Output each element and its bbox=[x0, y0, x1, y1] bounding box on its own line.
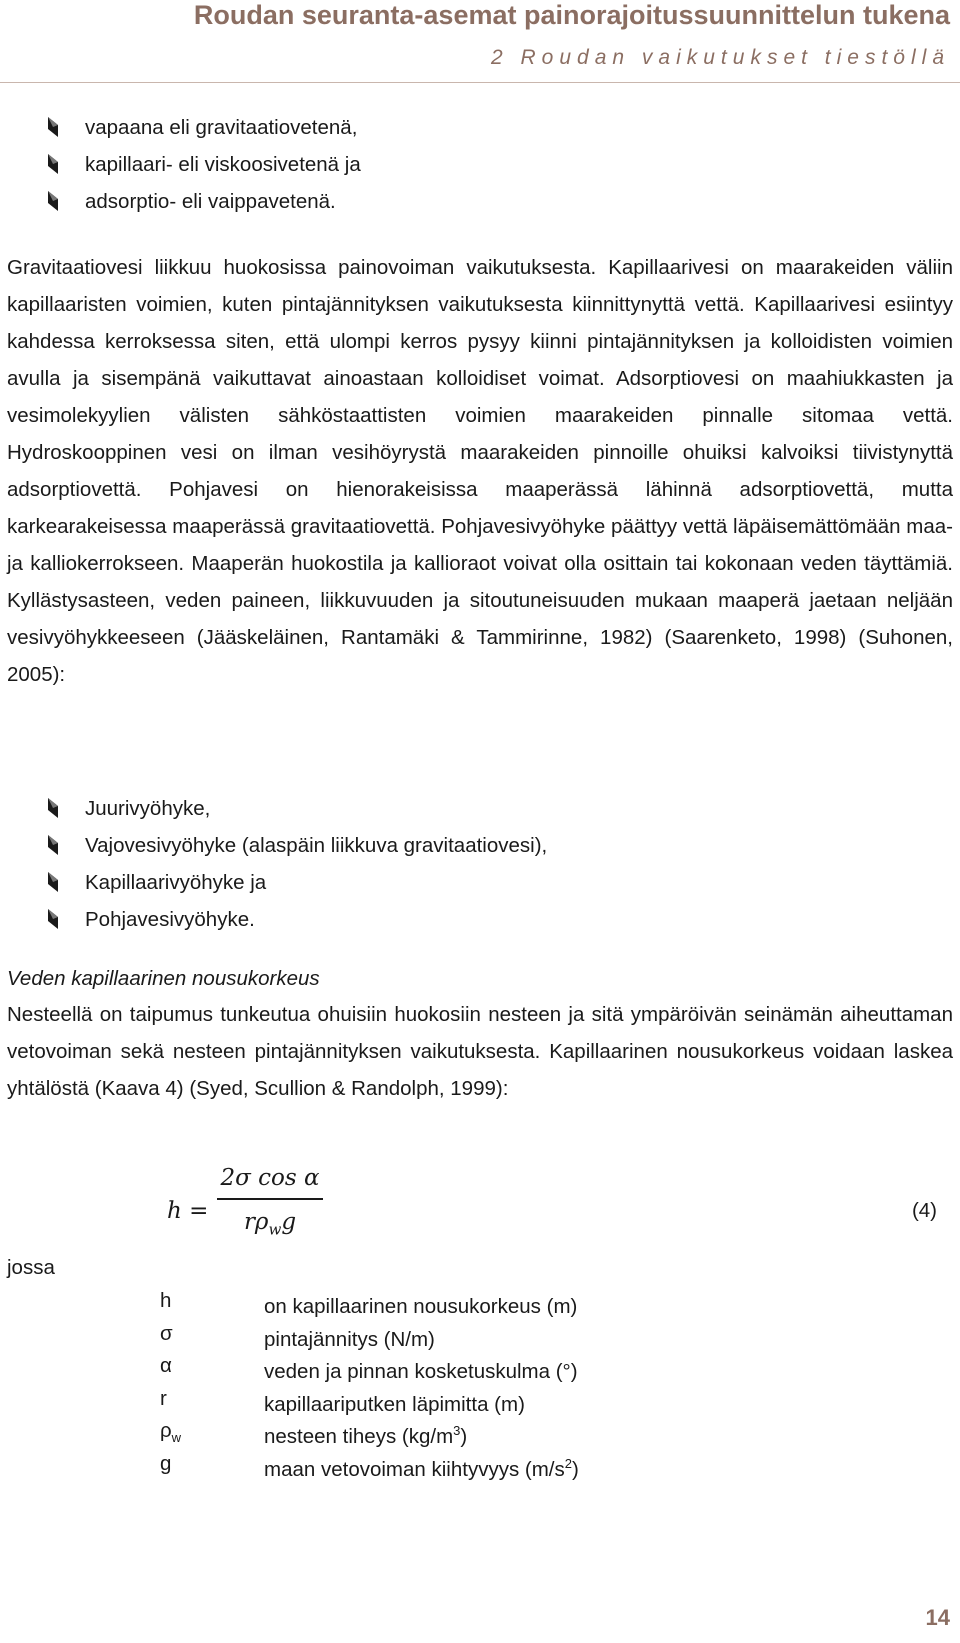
list-item bbox=[7, 146, 907, 183]
definition-row bbox=[7, 1285, 907, 1318]
equation-number: (4) bbox=[911, 1199, 937, 1222]
arrow-bullet-icon bbox=[45, 797, 61, 819]
fraction-bar bbox=[217, 1198, 323, 1200]
definition-symbol: g bbox=[160, 1451, 172, 1475]
list-item bbox=[7, 901, 907, 938]
list-item-text: adsorptio- eli vaippavetenä. bbox=[85, 190, 336, 213]
definition-symbol: $\rho_w$ bbox=[160, 1419, 182, 1446]
formula-numerator: 2σ cos α bbox=[220, 1165, 320, 1191]
arrow-bullet-icon bbox=[45, 834, 61, 856]
chapter-subtitle: 2 Roudan vaikutukset tiestöllä bbox=[491, 46, 950, 69]
definition-symbol: r bbox=[160, 1386, 167, 1410]
list-item-text: Pohjavesivyöhyke. bbox=[85, 908, 255, 931]
list-item-text: Juurivyöhyke, bbox=[85, 797, 211, 820]
list-item bbox=[7, 183, 907, 220]
where-label: jossa bbox=[7, 1256, 55, 1279]
definition-row bbox=[7, 1383, 907, 1416]
arrow-bullet-icon bbox=[45, 116, 61, 138]
definition-text: on kapillaarinen nousukorkeus (m) bbox=[264, 1294, 578, 1318]
paragraph-capillary-rise: Nesteellä on taipumus tunkeutua ohuisiin huokosiin nesteen ja sitä ympäröivän seinämän aiheuttaman vetovoiman sekä nesteen pintajännityksen vaikutuksesta. Kapillaarinen nousukorkeus voidaan laskea yhtälöstä (Kaava 4) (Syed, Scullion & Randolph, 1999): bbox=[7, 1003, 953, 1100]
definition-text: pintajännitys (N/m) bbox=[264, 1327, 435, 1351]
list-item-text: kapillaari- eli viskoosivetenä ja bbox=[85, 153, 361, 176]
definition-text: nesteen tiheys $(kg/m^3)$ bbox=[264, 1423, 468, 1448]
definition-row bbox=[7, 1350, 907, 1383]
definition-symbol: h bbox=[160, 1289, 172, 1312]
water-types-list bbox=[7, 109, 907, 220]
list-item bbox=[7, 790, 907, 827]
definition-text: kapillaariputken läpimitta (m) bbox=[264, 1392, 525, 1416]
arrow-bullet-icon bbox=[45, 190, 61, 212]
water-zones-list bbox=[7, 790, 907, 938]
definition-row bbox=[7, 1415, 907, 1448]
list-item-text: vapaana eli gravitaatiovetenä, bbox=[85, 116, 358, 139]
list-item-text: Kapillaarivyöhyke ja bbox=[85, 871, 267, 894]
formula-lhs: h = bbox=[167, 1198, 209, 1224]
definition-symbol: α bbox=[160, 1354, 172, 1377]
header-divider bbox=[0, 82, 960, 83]
list-item bbox=[7, 827, 907, 864]
definition-symbol: σ bbox=[160, 1321, 173, 1345]
definition-text: maan vetovoiman kiihtyvyys $(m/s^2)$ bbox=[264, 1455, 579, 1481]
page-number: 14 bbox=[925, 1605, 950, 1630]
formula-fraction bbox=[217, 1160, 323, 1240]
document-header-title: Roudan seuranta-asemat painorajoitussuunnittelun tukena bbox=[193, 0, 950, 30]
list-item bbox=[7, 109, 907, 146]
arrow-bullet-icon bbox=[45, 871, 61, 893]
definition-row bbox=[7, 1318, 907, 1351]
symbol-definitions bbox=[7, 1285, 907, 1480]
list-item bbox=[7, 864, 907, 901]
arrow-bullet-icon bbox=[45, 153, 61, 175]
definition-row bbox=[7, 1448, 907, 1481]
arrow-bullet-icon bbox=[45, 908, 61, 930]
definition-text: veden ja pinnan kosketuskulma (°) bbox=[264, 1359, 578, 1383]
list-item-text: Vajovesivyöhyke (alaspäin liikkuva gravitaatiovesi), bbox=[85, 834, 548, 857]
paragraph-water-zones: Gravitaatiovesi liikkuu huokosissa painovoiman vaikutuksesta. Kapillaarivesi on maarakeiden väliin kapillaaristen voimien, kuten pintajännityksen vaikutuksesta kiinnittynyttä vettä. Kapillaarivesi esiintyy kahdessa kerroksessa siten, että ulompi kerros pysyy kiinni pintajännityksen ja kolloidisten voimien avulla ja sisempänä vaikuttavat ainoastaan kolloidiset voimat. Adsorptiovesi on maahiukkasten ja vesimolekyylien välisten sähköstaattisten voimien maarakeiden pinnalle sitomaa vettä. Hydroskooppinen vesi on ilman vesihöyrystä maarakeiden pinnoille ohuiksi kalvoiksi tiivistynyttä adsorptiovettä. Pohjavesi on hienorakeisissa maaperässä lähinnä adsorptiovettä, mutta karkearakeisessa maaperässä gravitaatiovettä. Pohjavesivyöhyke päättyy vettä läpäisemättömään maa- ja kalliokerrokseen. Maaperän huokostila ja kallioraot voivat olla osittain tai kokonaan veden täyttämiä. Kyllästysasteen, veden paineen, liikkuvuuden ja sitoutuneisuuden mukaan maaperä jaetaan neljään vesivyöhykkeeseen (Jääskeläinen, Rantamäki & Tammirinne, 1982) (Saarenketo, 1998) (Suhonen, 2005): bbox=[7, 256, 953, 686]
section-heading: Veden kapillaarinen nousukorkeus bbox=[7, 967, 320, 990]
formula-denominator: $r\rho_wg$ bbox=[243, 1208, 297, 1239]
